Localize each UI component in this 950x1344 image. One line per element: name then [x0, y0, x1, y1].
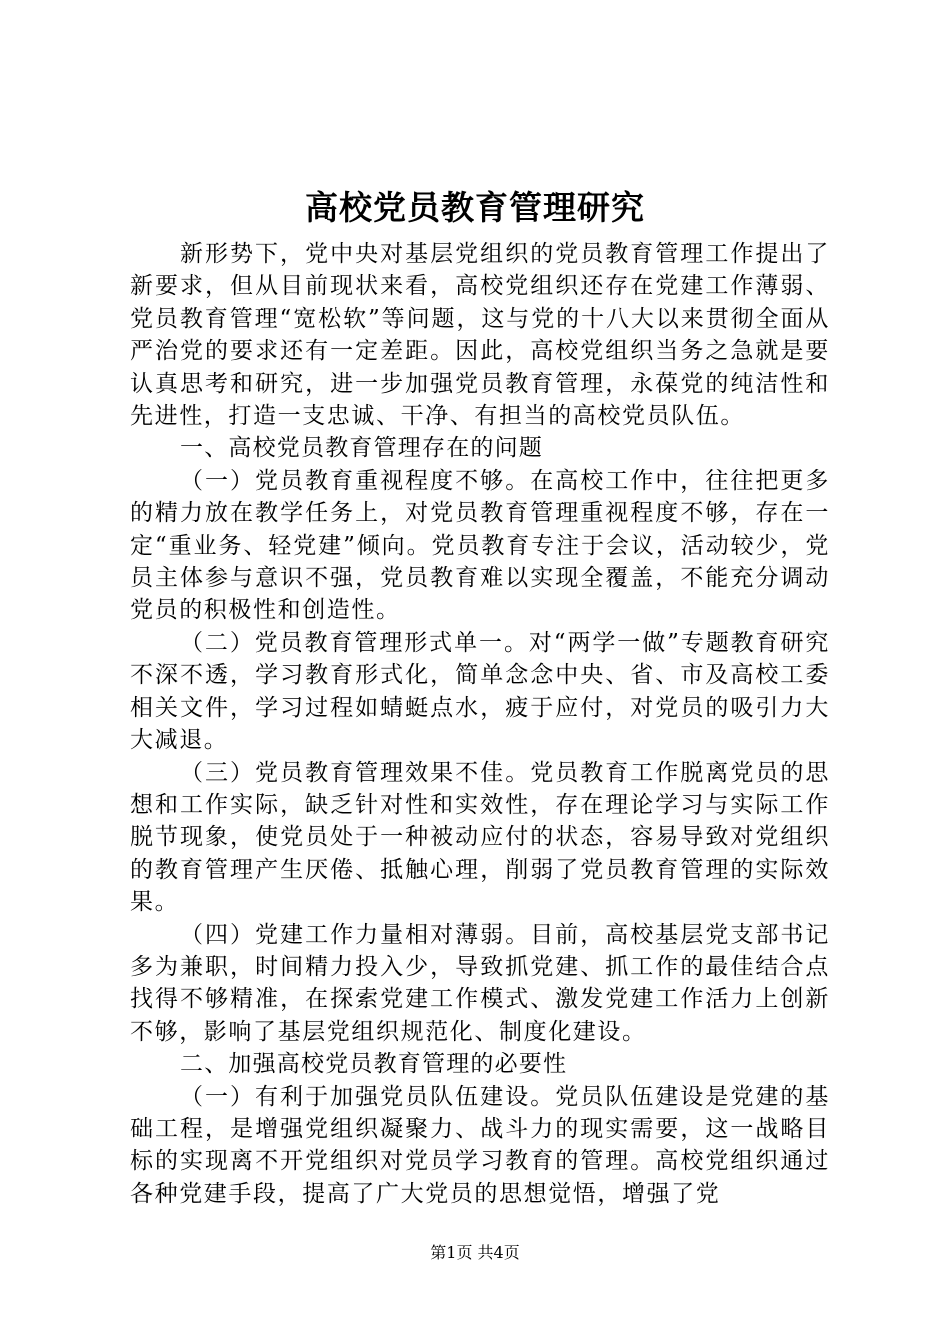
section-heading-2: 二、加强高校党员教育管理的必要性 — [180, 1051, 568, 1078]
intro-paragraph: 新形势下，党中央对基层党组织的党员教育管理工作提出了新要求，但从目前现状来看，高校党组织还存在党建工作薄弱、党员教育管理“宽松软”等问题，这与党的十八大以来贯彻全面从严治党的要求还有一定差距。因此，高校党组织当务之急就是要认真思考和研究，进一步加强党员教育管理，永葆党的纯洁性和先进性，打造一支忠诚、干净、有担当的高校党员队伍。 — [130, 241, 830, 430]
body-paragraph: （三）党员教育管理效果不佳。党员教育工作脱离党员的思想和工作实际，缺乏针对性和实效性，存在理论学习与实际工作脱节现象，使党员处于一种被动应付的状态，容易导致对党组织的教育管理产生厌倦、抵触心理，削弱了党员教育管理的实际效果。 — [130, 759, 830, 916]
body-paragraph: （二）党员教育管理形式单一。对“两学一做”专题教育研究不深不透，学习教育形式化，简单念念中央、省、市及高校工委相关文件，学习过程如蜻蜓点水，疲于应付，对党员的吸引力大大减退。 — [130, 629, 830, 754]
section-heading-1: 一、高校党员教育管理存在的问题 — [180, 435, 543, 462]
document-title: 高校党员教育管理研究 — [305, 188, 645, 227]
page-number-footer: 第1页 共4页 — [430, 1243, 520, 1262]
body-paragraph: （一）党员教育重视程度不够。在高校工作中，往往把更多的精力放在教学任务上，对党员教育管理重视程度不够，存在一定“重业务、轻党建”倾向。党员教育专注于会议，活动较少，党员主体参与意识不强，党员教育难以实现全覆盖，不能充分调动党员的积极性和创造性。 — [130, 467, 830, 624]
body-paragraph: （一）有利于加强党员队伍建设。党员队伍建设是党建的基础工程，是增强党组织凝聚力、战斗力的现实需要，这一战略目标的实现离不开党组织对党员学习教育的管理。高校党组织通过各种党建手段，提高了广大党员的思想觉悟，增强了党 — [130, 1083, 830, 1207]
document-body — [130, 238, 830, 1210]
body-paragraph: （四）党建工作力量相对薄弱。目前，高校基层党支部书记多为兼职，时间精力投入少，导致抓党建、抓工作的最佳结合点找得不够精准，在探索党建工作模式、激发党建工作活力上创新不够，影响了基层党组织规范化、制度化建设。 — [130, 921, 830, 1045]
